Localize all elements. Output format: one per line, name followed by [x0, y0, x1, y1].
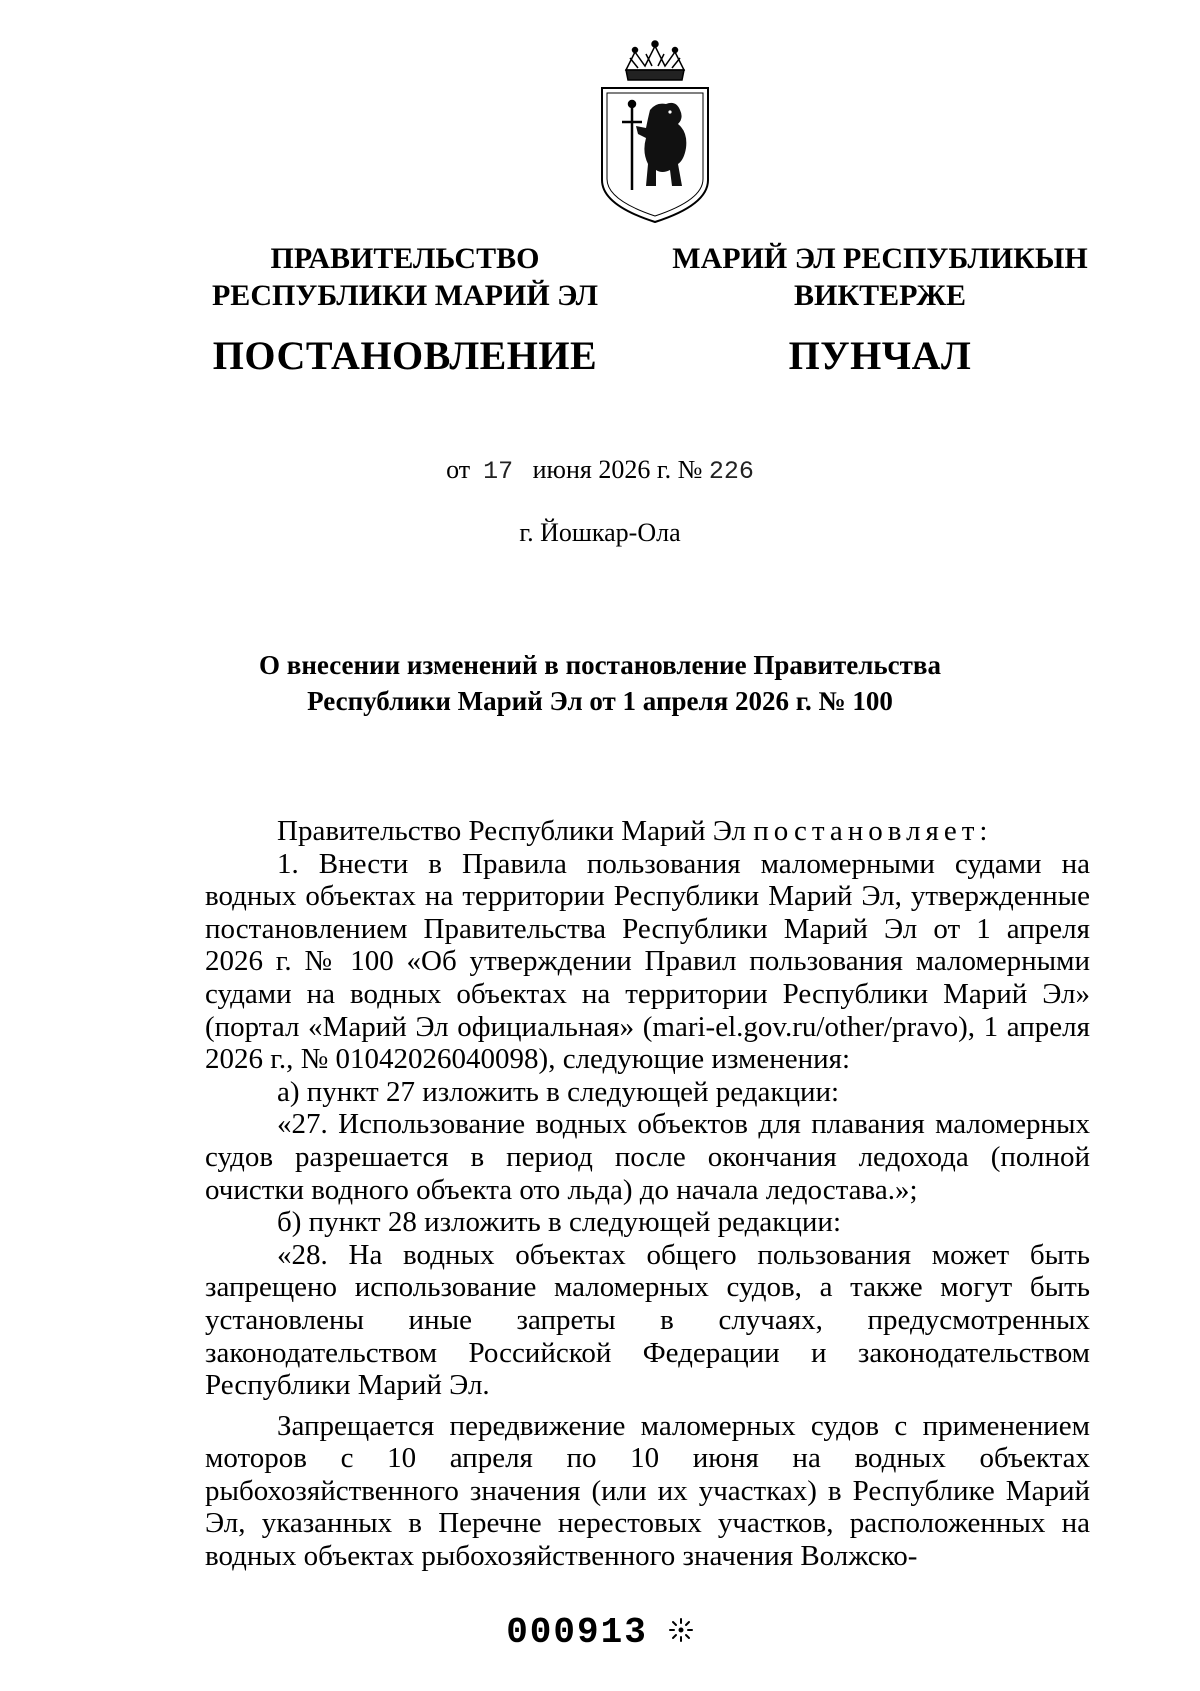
snowflake-ornament-icon — [668, 1617, 694, 1648]
header-left — [180, 240, 630, 380]
paragraph-4: б) пункт 28 изложить в следующей редакции: — [277, 1206, 841, 1239]
document-number: 226 — [708, 457, 754, 486]
paragraph-3: «27. Использование водных объектов для плавания маломерных судов разрешается в период после окончания ледохода (полной очистки водного объекта ото льда) до начала ледостава.»; — [205, 1108, 1090, 1206]
doctype-mari: ПУНЧАЛ — [788, 333, 972, 378]
document-date: от 17 июня 2026 г. № 226 — [446, 455, 754, 486]
serial-number: 000913 — [506, 1612, 648, 1653]
paragraph-1: 1. Внести в Правила пользования маломерными судами на водных объектах на территории Республики Марий Эл, утвержденные постановлением Правительства Республики Марий Эл от 1 апреля 2026 г. № 100 «Об утверждении Правил пользования маломерными судами на водных объектах на территории Республики Марий Эл» (портал «Марий Эл официальная» (mari-el.gov.ru/other/pravo), 1 апреля 2026 г., № 01042026040098), следующие изменения: — [205, 847, 1090, 1076]
date-day: 17 — [483, 457, 514, 486]
paragraph-6: Запрещается передвижение маломерных судов с применением моторов с 10 апреля по 10 июня на водных объектах рыбохозяйственного значения (или их участках) в Республике Марий Эл, указанных в Перечне нерестовых участков, расположенных на водных объектах рыбохозяйственного значения Волжско- — [205, 1409, 1090, 1573]
document-body — [205, 815, 1090, 1573]
document-title: О внесении изменений в постановление Правительства Республики Марий Эл от 1 апреля 2026 г. № 100 — [259, 650, 941, 716]
city: г. Йошкар-Ола — [519, 518, 681, 547]
org-name-ru: ПРАВИТЕЛЬСТВО РЕСПУБЛИКИ МАРИЙ ЭЛ — [211, 242, 598, 312]
doctype-ru: ПОСТАНОВЛЕНИЕ — [212, 333, 598, 378]
header-right — [655, 240, 1105, 380]
footer — [0, 1612, 1200, 1653]
paragraph-5: «28. На водных объектах общего пользования может быть запрещено использование маломерных судов, а также могут быть установлены иные запреты в случаях, предусмотренных законодательством Российской Федерации и законодательством Республики Марий Эл. — [205, 1238, 1090, 1402]
org-name-mari: МАРИЙ ЭЛ РЕСПУБЛИКЫН ВИКТЕРЖЕ — [672, 242, 1088, 312]
paragraph-2: а) пункт 27 изложить в следующей редакции: — [277, 1075, 840, 1108]
intro-paragraph: Правительство Республики Марий Эл постановляет: — [277, 815, 993, 847]
coat-of-arms-icon — [590, 40, 720, 225]
